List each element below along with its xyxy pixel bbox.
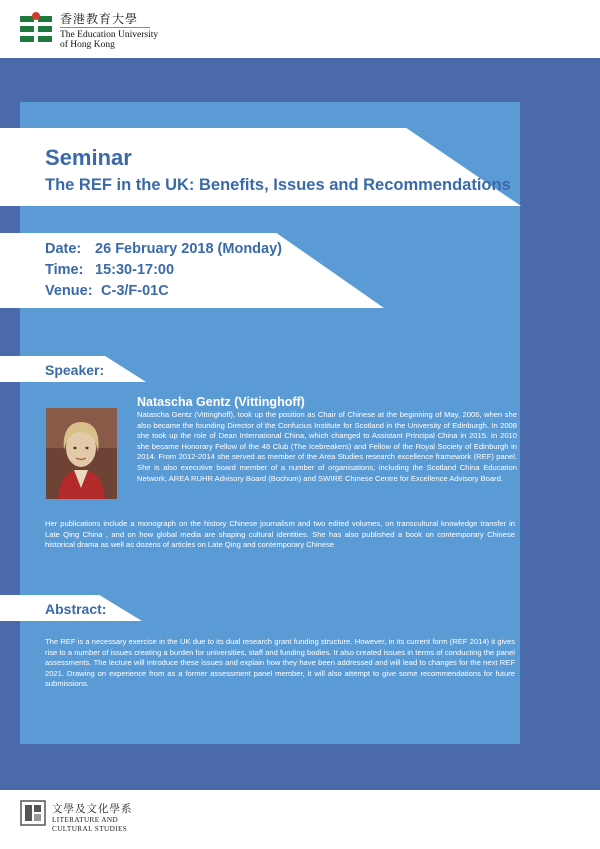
logo-english-line1: The Education University: [60, 30, 159, 40]
speaker-bio: Natascha Gentz (Vittinghoff), took up the position as Chair of Chinese at the beginning of May, 2006, when she also became the founding Director of the Confucius Institute for Scotland in the University of Edinburgh. In 2008 she took up the role of Dean International China, which changed to Assistant Principal China in 2015. In 2010 she became Honorary Fellow of the 48 Club (The Icebreakers) and Fellow of the Royal Society of Edinburgh in 2014. From 2012-2014 she served as member of the Area Studies research excellence framework (REF) panel. She is also executive board member of a number of organisations, including the Scotland China Education Network, AREA RUHR Advisory Board (Bochum) and SWIRE Chinese Centre for Excellence Advisory Board.: [137, 410, 517, 483]
eduhk-logo-icon: [20, 12, 54, 48]
date-row: [45, 241, 282, 257]
abstract-heading: Abstract:: [45, 601, 107, 617]
speaker-heading: Speaker:: [45, 362, 105, 378]
dept-english-line1: LITERATURE AND: [52, 816, 119, 824]
dept-chinese-name: 文學及文化學系: [52, 803, 133, 815]
speaker-name: Natascha Gentz (Vittinghoff): [137, 395, 305, 409]
date-value: 26 February 2018 (Monday): [95, 241, 282, 257]
time-row: [45, 262, 174, 278]
time-label: Time:: [45, 262, 84, 278]
event-type-label: Seminar: [45, 145, 132, 170]
lcs-logo-icon: [20, 800, 46, 826]
venue-value: C-3/F-01C: [101, 283, 169, 299]
date-label: Date:: [45, 241, 82, 257]
venue-row: [45, 283, 169, 299]
logo-english-line2: of Hong Kong: [60, 40, 115, 50]
logo-chinese-name: 香港教育大學: [60, 12, 139, 26]
speaker-photo: [46, 408, 117, 499]
dept-english-line2: CULTURAL STUDIES: [52, 825, 128, 833]
venue-label: Venue:: [45, 283, 93, 299]
event-title: The REF in the UK: Benefits, Issues and Recommendations: [45, 176, 511, 194]
abstract-text: The REF is a necessary exercise in the UK due to its dual research grant funding structure. However, in its current form (REF 2014) it gives rise to a number of issues creating a burden for universities, staff and funding bodies. It also created issues in terms of conducting the panel assessments. The lecture will introduce these issues and explain how they have been addressed and will lead to changes for the next REF 2021. Drawing on experience from as a former assessment panel member, it will also attempt to give some recommendations for future submissions.: [45, 637, 515, 689]
speaker-publications: Her publications include a monograph on the history Chinese journalism and two edited volumes, on transcultural knowledge transfer in Late Qing China , and on how global media are shaping cultural identities. She has also published a book on contemporary Chinese historical drama as well as dozens of articles on Late Qing and contemporary Chinese: [45, 519, 515, 550]
logo-divider: [60, 27, 150, 28]
time-value: 15:30-17:00: [95, 262, 175, 278]
